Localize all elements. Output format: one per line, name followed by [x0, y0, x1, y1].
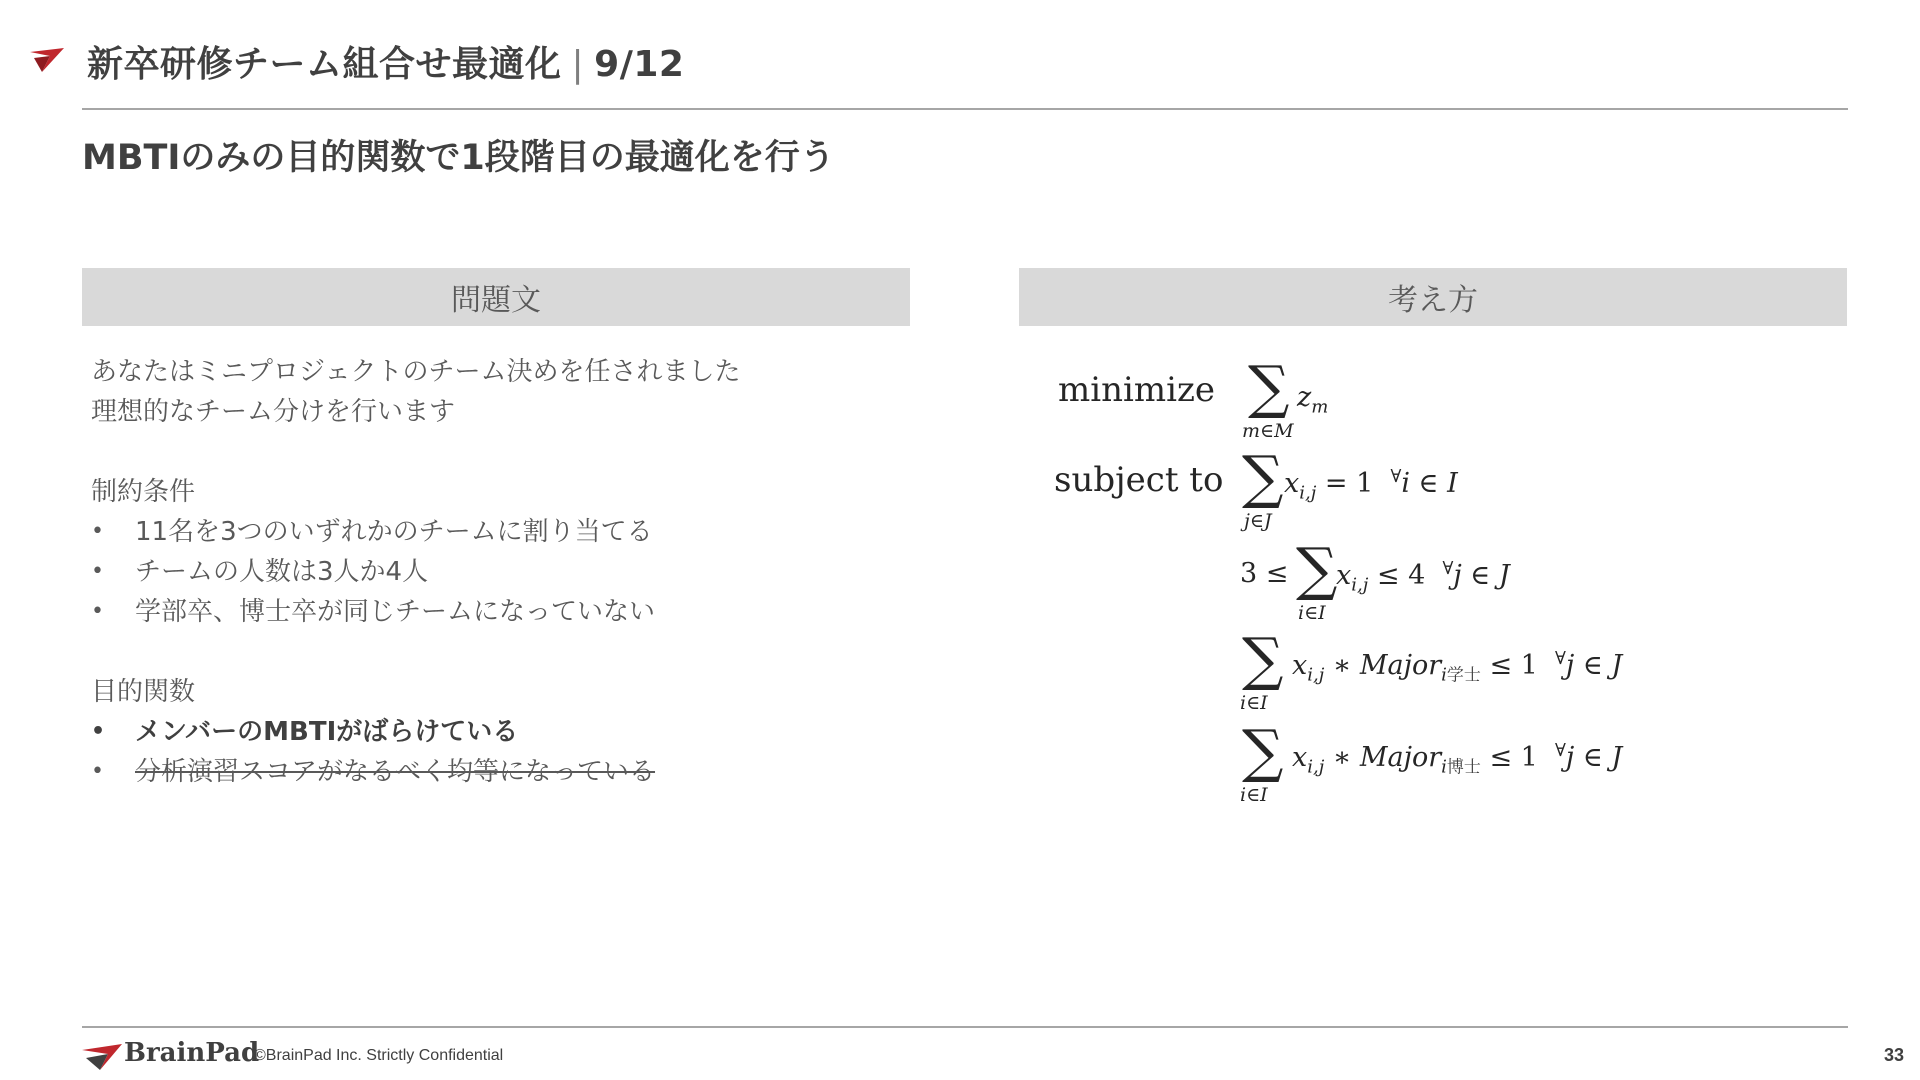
brand-name: BrainPad	[124, 1038, 260, 1068]
brainpad-mark-icon	[30, 48, 66, 72]
constraint-expression: $x_{i,j} = 1$ ∀i ∈ I	[1284, 466, 1458, 504]
sum-index: i∈I	[1298, 602, 1326, 624]
subject-to-label: subject to	[1054, 460, 1224, 500]
copyright-text: ©BrainPad Inc. Strictly Confidential	[254, 1047, 504, 1064]
objectives-list	[91, 712, 891, 792]
constraint-expression: $x_{i,j} \le 4$ ∀j ∈ J	[1336, 558, 1510, 596]
sum-symbol: ∑	[1242, 625, 1284, 693]
constraint-prefix: 3 ≤	[1240, 558, 1289, 589]
sum-index: i∈I	[1240, 784, 1268, 806]
problem-heading: 問題文	[82, 268, 910, 326]
sum-symbol: ∑	[1242, 717, 1284, 785]
constraints-heading: 制約条件	[91, 477, 196, 507]
list-item: • 11名を3つのいずれかのチームに割り当てる	[91, 517, 653, 547]
sum-symbol: ∑	[1296, 535, 1338, 603]
header-divider	[82, 108, 1848, 110]
intro-line: あなたはミニプロジェクトのチーム決めを任されました	[91, 357, 741, 387]
sum-index: m∈M	[1242, 420, 1294, 442]
title-progress: 9/12	[594, 44, 685, 85]
list-item: • メンバーのMBTIがばらけている	[91, 717, 519, 747]
problem-text	[91, 352, 891, 792]
objective-heading: 目的関数	[91, 677, 196, 707]
sum-index: i∈I	[1240, 692, 1268, 714]
title-separator: |	[571, 44, 585, 85]
slide-subtitle: MBTIのみの目的関数で1段階目の最適化を行う	[82, 138, 835, 178]
minimize-label: minimize	[1058, 370, 1216, 410]
sum-symbol: ∑	[1242, 443, 1284, 511]
title-text: 新卒研修チーム組合せ最適化	[87, 44, 562, 85]
list-item: • チームの人数は3人か4人	[91, 557, 429, 587]
footer-divider	[82, 1026, 1848, 1028]
constraints-list	[91, 512, 891, 632]
approach-heading: 考え方	[1019, 268, 1847, 326]
sum-symbol: ∑	[1248, 353, 1290, 421]
constraint-expression: $x_{i,j}$ ∗ Major$_{i博士}$ ≤ 1 ∀j ∈ J	[1292, 740, 1623, 778]
objective-term: $z_m$	[1297, 382, 1329, 418]
constraint-expression: $x_{i,j}$ ∗ Major$_{i学士}$ ≤ 1 ∀j ∈ J	[1292, 648, 1623, 686]
list-item: • 学部卒、博士卒が同じチームになっていない	[91, 597, 656, 627]
sum-index: j∈J	[1244, 510, 1272, 532]
intro-line: 理想的なチーム分けを行います	[91, 397, 456, 427]
page-title	[87, 36, 684, 87]
page-number: 33	[1883, 1045, 1904, 1065]
list-item: • 分析演習スコアがなるべく均等になっている	[91, 757, 656, 787]
